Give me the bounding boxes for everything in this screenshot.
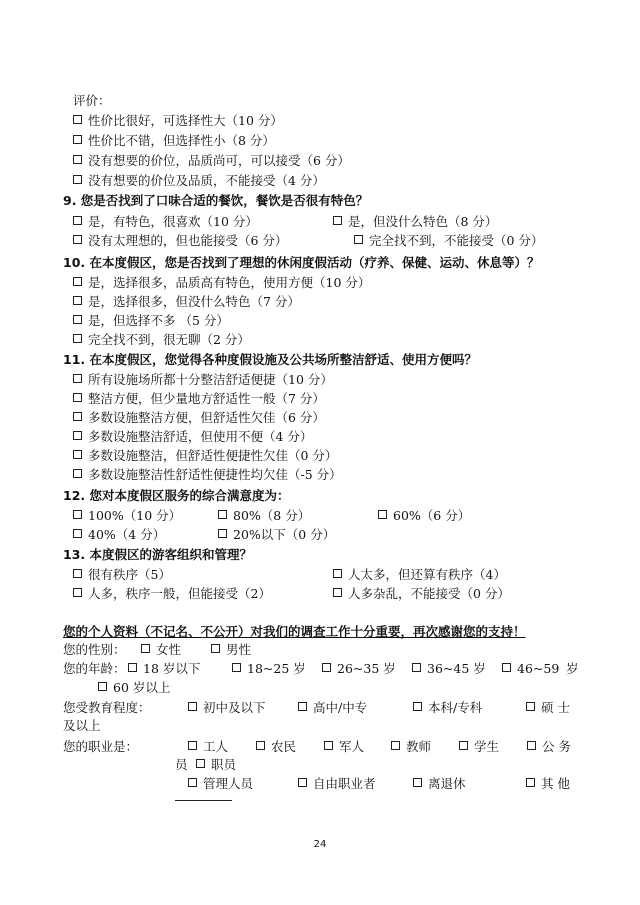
checkbox-icon[interactable] — [196, 759, 205, 768]
q11-option-1[interactable]: 所有设施场所都十分整洁舒适便捷（10 分） — [73, 372, 333, 388]
age-option-6[interactable]: 60 岁以上 — [98, 680, 170, 696]
checkbox-icon[interactable] — [73, 175, 82, 184]
q13-option-4[interactable]: 人多杂乱，不能接受（0 分） — [333, 586, 510, 602]
q10-title: 10. 在本度假区，您是否找到了理想的休闲度假活动（疗养、保健、运动、休息等）？ — [63, 255, 540, 270]
page-number: 24 — [313, 839, 327, 850]
checkbox-icon[interactable] — [73, 155, 82, 164]
q10-option-1[interactable]: 是，选择很多，品质高有特色，使用方便（10 分） — [73, 275, 370, 291]
checkbox-icon[interactable] — [188, 778, 197, 787]
checkbox-icon[interactable] — [73, 374, 82, 383]
education-label: 您受教育程度： — [63, 700, 151, 715]
checkbox-icon[interactable] — [298, 778, 307, 787]
job-option-civil-servant[interactable]: 公 务 — [527, 739, 571, 755]
age-option-3[interactable]: 26~35 岁 — [322, 661, 396, 677]
checkbox-icon[interactable] — [73, 115, 82, 124]
q11-option-5[interactable]: 多数设施整洁，但舒适性便捷性欠佳（0 分） — [73, 448, 337, 464]
checkbox-icon[interactable] — [73, 469, 82, 478]
education-option-3[interactable]: 本科/专科 — [413, 700, 482, 716]
personal-info-header: 您的个人资料（不记名、不公开）对我们的调查工作十分重要，再次感谢您的支持！ — [63, 624, 526, 639]
checkbox-icon[interactable] — [333, 569, 342, 578]
checkbox-icon[interactable] — [391, 741, 400, 750]
q11-option-3[interactable]: 多数设施整洁方便，但舒适性欠佳（6 分） — [73, 410, 325, 426]
checkbox-icon[interactable] — [73, 334, 82, 343]
q10-option-2[interactable]: 是，选择很多，但没什么特色（7 分） — [73, 294, 300, 310]
job-row2-continuation: 员 — [175, 757, 188, 772]
checkbox-icon[interactable] — [98, 682, 107, 691]
checkbox-icon[interactable] — [526, 702, 535, 711]
job-option-student[interactable]: 学生 — [459, 739, 499, 755]
checkbox-icon[interactable] — [526, 778, 535, 787]
q12-option-2[interactable]: 80%（8 分） — [218, 508, 310, 524]
q11-title: 11. 在本度假区，您觉得各种度假设施及公共场所整洁舒适、使用方便吗？ — [63, 352, 477, 367]
gender-option-male[interactable]: 男性 — [211, 642, 251, 658]
job-option-freelancer[interactable]: 自由职业者 — [298, 776, 376, 792]
checkbox-icon[interactable] — [413, 778, 422, 787]
checkbox-icon[interactable] — [413, 702, 422, 711]
q13-option-1[interactable]: 很有秩序（5） — [73, 567, 171, 583]
checkbox-icon[interactable] — [502, 663, 511, 672]
checkbox-icon[interactable] — [128, 663, 137, 672]
job-option-farmer[interactable]: 农民 — [256, 739, 296, 755]
checkbox-icon[interactable] — [73, 277, 82, 286]
job-option-staff[interactable]: 职员 — [196, 757, 236, 773]
education-option-1[interactable]: 初中及以下 — [188, 700, 266, 716]
q9-option-2[interactable]: 是，但没什么特色（8 分） — [333, 214, 497, 230]
checkbox-icon[interactable] — [73, 588, 82, 597]
age-option-2[interactable]: 18~25 岁 — [232, 661, 306, 677]
job-option-soldier[interactable]: 军人 — [324, 739, 364, 755]
q9-option-3[interactable]: 没有太理想的，但也能接受（6 分） — [73, 233, 287, 249]
age-suffix: 岁 — [566, 661, 579, 676]
checkbox-icon[interactable] — [73, 431, 82, 440]
job-option-other[interactable]: 其 他 — [526, 776, 570, 792]
checkbox-icon[interactable] — [188, 702, 197, 711]
checkbox-icon[interactable] — [73, 412, 82, 421]
checkbox-icon[interactable] — [73, 450, 82, 459]
age-option-4[interactable]: 36~45 岁 — [412, 661, 486, 677]
checkbox-icon[interactable] — [527, 741, 536, 750]
job-option-retired[interactable]: 离退休 — [413, 776, 466, 792]
checkbox-icon[interactable] — [333, 216, 342, 225]
q12-option-3[interactable]: 60%（6 分） — [378, 508, 470, 524]
job-option-manager[interactable]: 管理人员 — [188, 776, 253, 792]
checkbox-icon[interactable] — [73, 510, 82, 519]
gender-label: 您的性别： — [63, 642, 126, 657]
q13-option-3[interactable]: 人多，秩序一般，但能接受（2） — [73, 586, 271, 602]
checkbox-icon[interactable] — [333, 588, 342, 597]
job-label: 您的职业是： — [63, 739, 139, 754]
age-option-1[interactable]: 18 岁以下 — [128, 661, 200, 677]
intro-option-3[interactable]: 没有想要的价位，品质尚可，可以接受（6 分） — [73, 153, 350, 169]
education-option-2[interactable]: 高中/中专 — [298, 700, 367, 716]
q10-option-3[interactable]: 是，但选择不多 （5 分） — [73, 313, 229, 329]
q9-option-4[interactable]: 完全找不到，不能接受（0 分） — [354, 233, 543, 249]
checkbox-icon[interactable] — [324, 741, 333, 750]
checkbox-icon[interactable] — [73, 135, 82, 144]
age-option-5[interactable]: 46~59 — [502, 661, 559, 677]
age-label: 您的年龄： — [63, 661, 126, 676]
q11-option-4[interactable]: 多数设施整洁舒适，但使用不便（4 分） — [73, 429, 312, 445]
q11-option-2[interactable]: 整洁方便，但少量地方舒适性一般（7 分） — [73, 391, 325, 407]
q12-option-4[interactable]: 40%（4 分） — [73, 527, 165, 543]
intro-option-2[interactable]: 性价比不错，但选择性小（8 分） — [73, 133, 275, 149]
intro-label: 评价： — [73, 93, 111, 108]
checkbox-icon[interactable] — [232, 663, 241, 672]
q13-option-2[interactable]: 人太多，但还算有秩序（4） — [333, 567, 506, 583]
checkbox-icon[interactable] — [73, 235, 82, 244]
checkbox-icon[interactable] — [459, 741, 468, 750]
intro-option-4[interactable]: 没有想要的价位及品质，不能接受（4 分） — [73, 173, 325, 189]
gender-option-female[interactable]: 女性 — [141, 642, 181, 658]
checkbox-icon[interactable] — [412, 663, 421, 672]
checkbox-icon[interactable] — [298, 702, 307, 711]
checkbox-icon[interactable] — [218, 510, 227, 519]
q9-title: 9. 您是否找到了口味合适的餐饮，餐饮是否很有特色？ — [63, 193, 369, 208]
job-option-worker[interactable]: 工人 — [188, 739, 228, 755]
q13-title: 13. 本度假区的游客组织和管理？ — [63, 547, 252, 562]
checkbox-icon[interactable] — [256, 741, 265, 750]
checkbox-icon[interactable] — [73, 216, 82, 225]
job-other-blank-line[interactable] — [175, 800, 232, 801]
checkbox-icon[interactable] — [73, 315, 82, 324]
checkbox-icon[interactable] — [188, 741, 197, 750]
checkbox-icon[interactable] — [378, 510, 387, 519]
checkbox-icon[interactable] — [73, 569, 82, 578]
q12-option-5[interactable]: 20%以下（0 分） — [218, 527, 335, 543]
q12-option-1[interactable]: 100%（10 分） — [73, 508, 181, 524]
education-option-4[interactable]: 硕 士 — [526, 700, 570, 716]
education-continuation: 及以上 — [63, 718, 101, 733]
checkbox-icon[interactable] — [322, 663, 331, 672]
checkbox-icon[interactable] — [73, 529, 82, 538]
q11-option-6[interactable]: 多数设施整洁性舒适性便捷性均欠佳（-5 分） — [73, 467, 342, 483]
intro-option-1[interactable]: 性价比很好，可选择性大（10 分） — [73, 113, 283, 129]
checkbox-icon[interactable] — [141, 644, 150, 653]
checkbox-icon[interactable] — [211, 644, 220, 653]
checkbox-icon[interactable] — [354, 235, 363, 244]
job-option-teacher[interactable]: 教师 — [391, 739, 431, 755]
checkbox-icon[interactable] — [218, 529, 227, 538]
q9-option-1[interactable]: 是，有特色，很喜欢（10 分） — [73, 214, 258, 230]
checkbox-icon[interactable] — [73, 393, 82, 402]
q12-title: 12. 您对本度假区服务的综合满意度为： — [63, 488, 290, 503]
checkbox-icon[interactable] — [73, 296, 82, 305]
q10-option-4[interactable]: 完全找不到，很无聊（2 分） — [73, 332, 250, 348]
